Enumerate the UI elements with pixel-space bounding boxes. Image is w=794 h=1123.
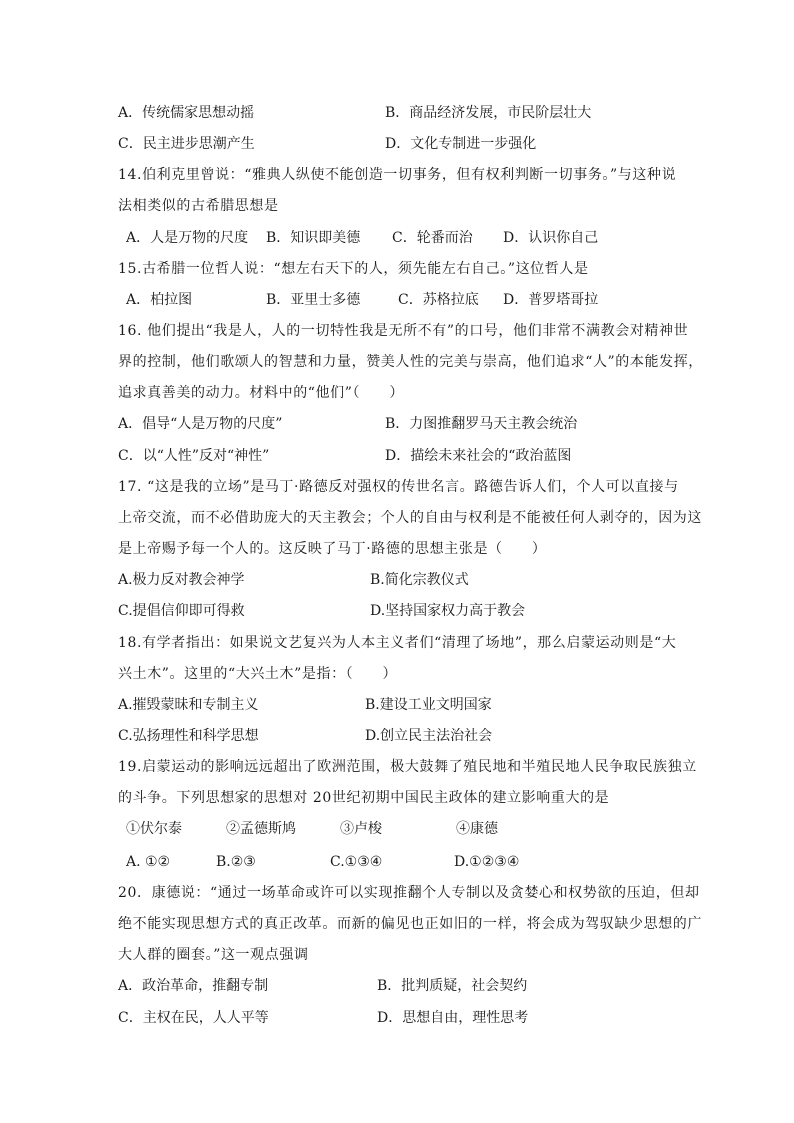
q16-stem-line2: 界的控制，他们歌颂人的智慧和力量，赞美人性的完美与崇高，他们追求“人”的本能发挥， <box>118 354 703 370</box>
q14-option-c: C．轮番而治 <box>392 230 473 246</box>
q19-item-4: ④康德 <box>456 821 498 837</box>
q15-option-a: A．柏拉图 <box>126 292 193 308</box>
q13-option-d: D．文化专制进一步强化 <box>385 136 537 152</box>
q19-option-c: C.①③④ <box>330 854 383 870</box>
q20-option-d: D．思想自由，理性思考 <box>377 1010 529 1026</box>
q16-option-a: A．倡导“人是万物的尺度” <box>118 416 283 432</box>
q14-option-b: B．知识即美德 <box>266 230 361 246</box>
q17-option-a: A.极力反对教会神学 <box>118 572 245 588</box>
q14-stem-line2: 法相类似的古希腊思想是 <box>118 198 279 214</box>
q17-option-b: B.简化宗教仪式 <box>370 572 469 588</box>
q16-stem-line1: 16. 他们提出“我是人，人的一切特性我是无所不有”的口号，他们非常不满教会对精神世 <box>118 323 689 339</box>
q20-stem-line2: 绝不能实现思想方式的真正改革。而新的偏见也正如旧的一样，将会成为驾驭缺少思想的广 <box>118 916 702 932</box>
q14-option-d: D．认识你自己 <box>503 230 599 246</box>
q20-stem-line3: 大人群的圈套。”这一观点强调 <box>118 947 309 963</box>
q15-option-c: C．苏格拉底 <box>398 292 479 308</box>
q13-option-a: A．传统儒家思想动摇 <box>118 105 255 121</box>
q18-stem-line2: 兴土木”。这里的“大兴土木”是指：（ ） <box>118 666 398 682</box>
q19-option-d: D.①②③④ <box>454 854 520 870</box>
q16-option-c: C．以“人性”反对“神性” <box>118 448 270 464</box>
q19-stem-line1: 19.启蒙运动的影响远远超出了欧洲范围，极大鼓舞了殖民地和半殖民地人民争取民族独立 <box>118 759 697 775</box>
q16-option-d: D．描绘未来社会的“政治蓝图 <box>385 448 572 464</box>
q20-option-b: B．批判质疑，社会契约 <box>377 978 528 994</box>
q17-stem-line3: 是上帝赐予每一个人的。这反映了马丁·路德的思想主张是（ ） <box>118 541 547 557</box>
q19-option-b: B.②③ <box>216 854 256 870</box>
q19-item-2: ②孟德斯鸠 <box>226 821 296 837</box>
q19-item-3: ③卢梭 <box>340 821 382 837</box>
q18-option-a: A.摧毁蒙昧和专制主义 <box>118 697 259 713</box>
q17-option-c: C.提倡信仰即可得救 <box>118 603 245 619</box>
q18-option-c: C.弘扬理性和科学思想 <box>118 728 259 744</box>
q18-stem-line1: 18.有学者指出：如果说文艺复兴为人本主义者们“清理了场地”，那么启蒙运动则是“大 <box>118 635 677 651</box>
q14-option-a: A．人是万物的尺度 <box>126 230 249 246</box>
q17-option-d: D.坚持国家权力高于教会 <box>370 603 526 619</box>
q15-stem: 15.古希腊一位哲人说：“想左右天下的人，须先能左右自己。”这位哲人是 <box>118 261 589 277</box>
q16-option-b: B．力图推翻罗马天主教会统治 <box>385 416 578 432</box>
q20-stem-line1: 20．康德说：“通过一场革命或许可以实现推翻个人专制以及贪婪心和权势欲的压迫，但却 <box>118 885 700 901</box>
q18-option-b: B.建设工业文明国家 <box>365 697 492 713</box>
q20-option-c: C．主权在民，人人平等 <box>118 1010 269 1026</box>
q18-option-d: D.创立民主法治社会 <box>365 728 493 744</box>
q15-option-d: D．普罗塔哥拉 <box>503 292 599 308</box>
q20-option-a: A．政治革命，推翻专制 <box>118 978 269 994</box>
q15-option-b: B．亚里士多德 <box>266 292 361 308</box>
q13-option-b: B．商品经济发展，市民阶层壮大 <box>385 105 592 121</box>
q17-stem-line2: 上帝交流，而不必借助庞大的天主教会；个人的自由与权利是不能被任何人剥夺的，因为这 <box>118 510 702 526</box>
q19-option-a: A. ①② <box>126 854 171 870</box>
q19-item-1: ①伏尔泰 <box>126 821 182 837</box>
q19-stem-line2: 的斗争。下列思想家的思想对 20世纪初期中国民主政体的建立影响重大的是 <box>118 790 610 806</box>
q13-option-c: C．民主进步思潮产生 <box>118 136 255 152</box>
q14-stem-line1: 14.伯利克里曾说：“雅典人纵使不能创造一切事务，但有权利判断一切事务。”与这种说 <box>118 167 677 183</box>
q16-stem-line3: 追求真善美的动力。材料中的“他们”（ ） <box>118 385 404 401</box>
q17-stem-line1: 17. “这是我的立场”是马丁·路德反对强权的传世名言。路德告诉人们，个人可以直接与 <box>118 479 679 495</box>
